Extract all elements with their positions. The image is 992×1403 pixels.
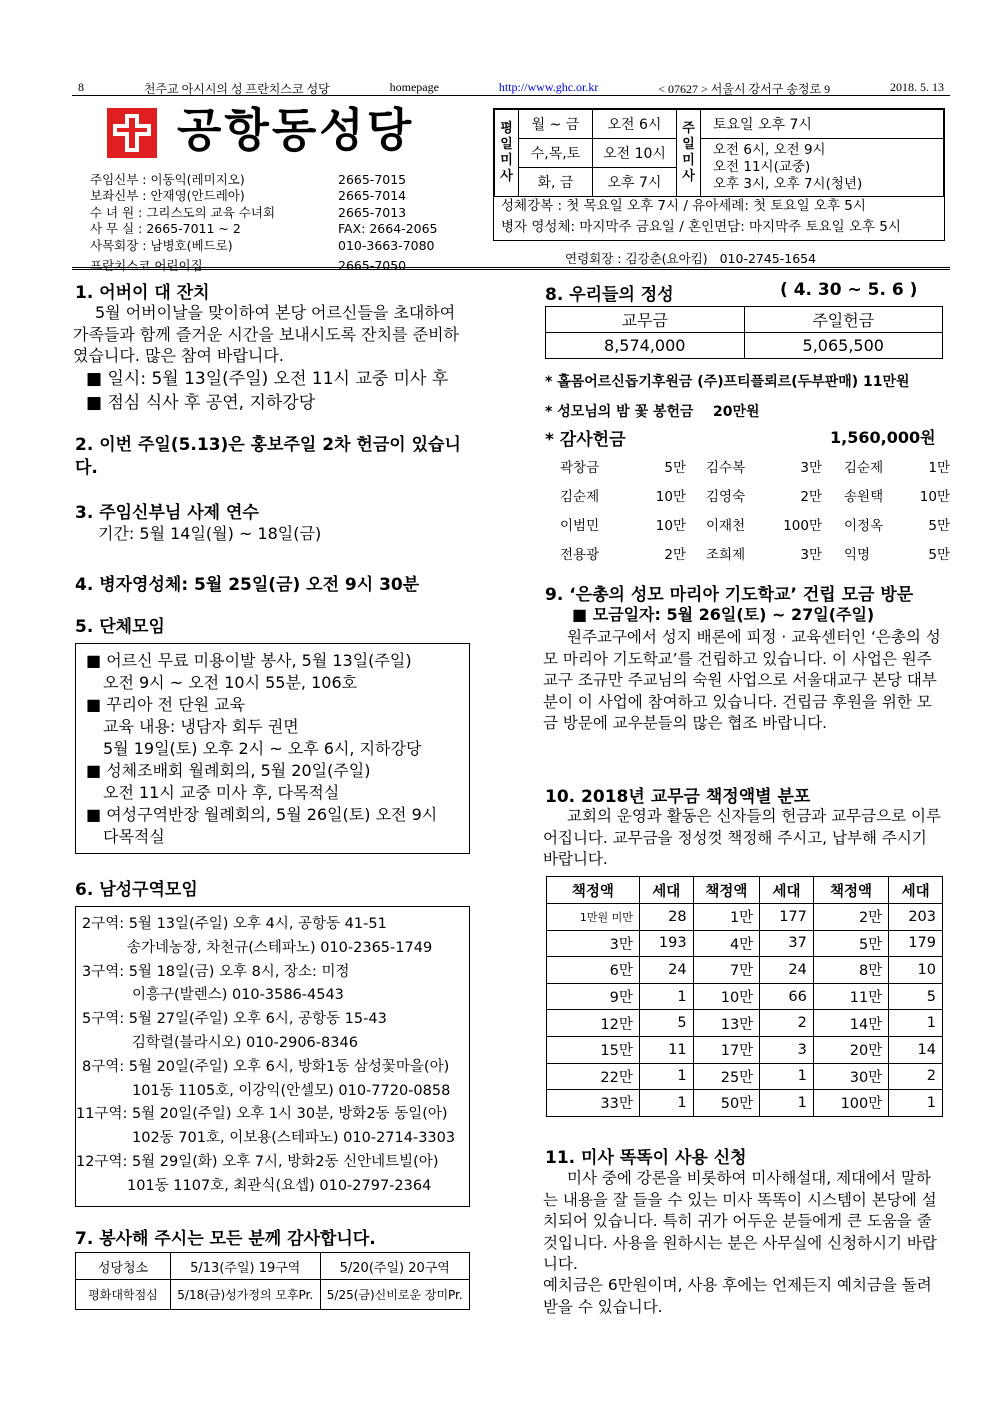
pledge-amount: 20만 xyxy=(813,1036,888,1063)
table-row xyxy=(547,983,943,1010)
pledge-amount: 14만 xyxy=(813,1010,888,1037)
household-count: 24 xyxy=(639,957,693,984)
household-count: 2 xyxy=(889,1063,943,1090)
pledge-amount: 25만 xyxy=(693,1063,760,1090)
section-7-title: 7. 봉사해 주시는 모든 분께 감사합니다. xyxy=(75,1229,376,1249)
section-11-body: 미사 중에 강론을 비롯하여 미사해설대, 제대에서 말하는 내용을 잘 들을 수 있는 미사 똑똑이 시스템이 본당에 설치되어 있습니다. 특히 귀가 어두운 분들에게 큰 도움을 줄 것입니다. 사용을 원하시는 분은 사무실에 신청하시기 바랍니다. xyxy=(543,1169,937,1273)
group-meetings-box xyxy=(75,643,470,854)
federation-contact: 연령회장 : 김강춘(요아킴) 010-2745-1654 xyxy=(565,251,817,266)
section-9-body: 원주교구에서 성지 배론에 피정 · 교육센터인 ‘은총의 성모 마리아 기도학교’를 건립하고 있습니다. 이 사업은 원주교구 조규만 주교님의 숙원 사업으로 서울대교구 본당 대부분이 이 사업에 참여하고 있습니다. 건립금 후원을 위한 모금 방문에 교우분들의 많은 협조 바랍니다. xyxy=(543,628,941,732)
table-row xyxy=(547,1090,943,1117)
parish-name: 천주교 아시시의 성 프란치스코 성당 xyxy=(143,82,330,96)
section-10-body: 교회의 운영과 활동은 신자들의 헌금과 교무금으로 이루어집니다. 교무금을 정성껏 책정해 주시고, 납부해 주시기 바랍니다. xyxy=(543,807,941,868)
schedule-day: 화, 금 xyxy=(519,168,593,197)
district-row: 11구역: 5월 20일(주일) 오후 1시 30분, 방화2동 동일(아) 102동 701호, 이보용(스테파노) 010-2714-3303 xyxy=(76,1106,456,1147)
household-count: 1 xyxy=(639,983,693,1010)
household-count: 179 xyxy=(889,930,943,957)
household-count: 1 xyxy=(639,1090,693,1117)
sunday-times: 오전 6시, 오전 9시 오전 11시(교중) 오후 3시, 오후 7시(청년) xyxy=(701,139,944,197)
homepage-label: homepage xyxy=(389,80,439,94)
section-8-range: ( 4. 30 ~ 5. 6 ) xyxy=(780,280,918,300)
household-count: 1 xyxy=(760,1090,814,1117)
gift-note-1: * 홀몸어르신돕기후원금 (주)프티플뢰르(두부판매) 11만원 xyxy=(545,374,910,390)
household-count: 177 xyxy=(760,904,814,931)
table-row: 8,574,000 5,065,500 xyxy=(546,333,943,359)
household-count: 193 xyxy=(639,930,693,957)
household-count: 2 xyxy=(760,1010,814,1037)
pledge-amount: 6만 xyxy=(547,957,640,984)
pledge-amount: 50만 xyxy=(693,1090,760,1117)
header-double-rule xyxy=(72,267,950,270)
staff-row: 프란치스코 어린이집 2665-7050 xyxy=(90,258,407,274)
table-row: 평화대학점심 5/18(금)성가정의 모후Pr. 5/25(금)신비로운 장미Pr. xyxy=(76,1280,470,1310)
table-row xyxy=(547,904,943,931)
pledge-amount: 5만 xyxy=(813,930,888,957)
pledge-amount: 33만 xyxy=(547,1090,640,1117)
thanks-offering-label: * 감사헌금 xyxy=(545,430,626,450)
pledge-amount: 100만 xyxy=(813,1090,888,1117)
household-count: 5 xyxy=(639,1010,693,1037)
table-row xyxy=(547,1036,943,1063)
schedule-time: 오전 10시 xyxy=(593,139,677,168)
section-1-title: 1. 어버이 대 잔치 xyxy=(75,283,210,303)
staff-row: 수 녀 원 : 그리스도의 교육 수녀회 2665-7013 xyxy=(90,204,407,220)
household-count: 37 xyxy=(760,930,814,957)
section-5-title: 5. 단체모임 xyxy=(75,617,165,637)
table-row xyxy=(547,1010,943,1037)
page-number: 8 xyxy=(78,80,84,94)
sacrament-notes: 성체강복 : 첫 목요일 오후 7시 / 유아세례: 첫 토요일 오후 5시 병자 영성체: 마지막주 금요일 / 혼인면담: 마지막주 토요일 오후 5시 xyxy=(501,198,901,235)
pledge-distribution-table xyxy=(546,876,943,1117)
household-count: 5 xyxy=(889,983,943,1010)
household-count: 28 xyxy=(639,904,693,931)
section-10-title: 10. 2018년 교무금 책정액별 분포 xyxy=(545,787,811,807)
pledge-amount: 2만 xyxy=(813,904,888,931)
pledge-amount: 1만 xyxy=(693,904,760,931)
staff-row: 사목회장 : 남병호(베드로) 010-3663-7080 xyxy=(90,237,435,253)
section-1-body: 5월 어버이날을 맞이하여 본당 어르신들을 초대하여 가족들과 함께 즐거운 시간을 보내시도록 잔치를 준비하였습니다. 많은 참여 바랍니다. xyxy=(73,303,460,365)
table-row: 성당청소 5/13(주일) 19구역 5/20(주일) 20구역 xyxy=(76,1253,470,1280)
offering-table xyxy=(545,306,943,359)
pledge-amount: 9만 xyxy=(547,983,640,1010)
pledge-amount: 12만 xyxy=(547,1010,640,1037)
staff-row: 주임신부 : 이동익(레미지오) 2665-7015 xyxy=(90,172,407,187)
meeting-item: ■ 성체조배회 월례회의, 5월 20일(주일) 오전 11시 교중 미사 후, 다목적실 xyxy=(86,761,371,802)
household-count: 203 xyxy=(889,904,943,931)
pledge-amount: 17만 xyxy=(693,1036,760,1063)
schedule-day: 수,목,토 xyxy=(519,139,593,168)
section-11-title: 11. 미사 똑똑이 사용 신청 xyxy=(545,1148,747,1168)
header-rule xyxy=(72,95,950,96)
sunday-time: 토요일 오후 7시 xyxy=(701,110,944,139)
section-2-title: 2. 이번 주일(5.13)은 홍보주일 2차 헌금이 있습니다. xyxy=(75,435,461,478)
pledge-amount: 13만 xyxy=(693,1010,760,1037)
section-1-bullet: ■ 일시: 5월 13일(주일) 오전 11시 교중 미사 후 xyxy=(86,369,449,389)
district-row: 3구역: 5월 18일(금) 오후 8시, 장소: 미정 이흥구(발렌스) 010-3586-4543 xyxy=(82,963,350,1004)
pledge-amount: 11만 xyxy=(813,983,888,1010)
district-row: 8구역: 5월 20일(주일) 오후 6시, 방화1동 삼성꽃마을(아) 101동 1105호, 이강익(안셀모) 010-7720-0858 xyxy=(82,1058,451,1099)
household-count: 14 xyxy=(889,1036,943,1063)
table-row xyxy=(547,957,943,984)
section-3-title: 3. 주임신부님 사제 연수 xyxy=(75,503,259,523)
sunday-mass-label: 주일미사 xyxy=(677,110,701,197)
table-header-row: 책정액 세대 책정액 세대 책정액 세대 xyxy=(547,877,943,904)
staff-row: 보좌신부 : 안재영(안드레아) 2665-7014 xyxy=(90,188,407,204)
district-meetings-box xyxy=(75,906,470,1207)
section-4-title: 4. 병자영성체: 5월 25일(금) 오전 9시 30분 xyxy=(75,575,420,595)
section-9-title: 9. ‘은총의 성모 마리아 기도학교’ 건립 모금 방문 xyxy=(545,585,914,605)
district-row: 2구역: 5월 13일(주일) 오후 4시, 공항동 41-51 송가네농장, 차천규(스테파노) 010-2365-1749 xyxy=(82,916,433,956)
pledge-amount: 10만 xyxy=(693,983,760,1010)
staff-list xyxy=(90,172,437,274)
gift-note-2: * 성모님의 밤 꽃 봉헌금 20만원 xyxy=(545,404,760,420)
thanks-offering-total: 1,560,000원 xyxy=(830,428,936,447)
meeting-item: ■ 꾸리아 전 단원 교육 교육 내용: 냉담자 회두 권면 5월 19일(토) 오후 2시 ~ 오후 6시, 지하강당 xyxy=(86,695,422,758)
section-6-title: 6. 남성구역모임 xyxy=(75,880,198,900)
page-title: 공항동성당 xyxy=(177,103,415,157)
household-count: 24 xyxy=(760,957,814,984)
section-1-bullet: ■ 점심 식사 후 공연, 지하강당 xyxy=(86,393,316,413)
schedule-day: 월 ~ 금 xyxy=(519,110,593,139)
table-row xyxy=(547,1063,943,1090)
church-logo-icon xyxy=(107,108,157,158)
section-8-title: 8. 우리들의 정성 xyxy=(545,285,674,305)
address: < 07627 > 서울시 강서구 송정로 9 xyxy=(658,82,831,96)
schedule-time: 오후 7시 xyxy=(593,168,677,197)
household-count: 1 xyxy=(889,1090,943,1117)
pledge-amount: 30만 xyxy=(813,1063,888,1090)
donor-list: 곽창금 5만 김수복 3만 김순제 1만 김순제 10만 김영숙 2만 송원택 10만 이범민 10만 이재천 100만 이정옥 5만 전용광 2만 조희제 3만 익명 5만 xyxy=(560,460,950,563)
household-count: 1 xyxy=(760,1063,814,1090)
meeting-item: ■ 여성구역반장 월례회의, 5월 26일(토) 오전 9시 다목적실 xyxy=(86,805,438,846)
household-count: 10 xyxy=(889,957,943,984)
pledge-amount: 22만 xyxy=(547,1063,640,1090)
district-row: 12구역: 5월 29일(화) 오후 7시, 방화2동 신안네트빌(아) 101동 1107호, 최관식(요셉) 010-2797-2364 xyxy=(76,1153,439,1194)
section-9-date: ■ 모금일자: 5월 26일(토) ~ 27일(주일) xyxy=(572,605,875,624)
table-row xyxy=(547,930,943,957)
household-count: 1 xyxy=(639,1063,693,1090)
section-11-deposit: 예치금은 6만원이며, 사용 후에는 언제든지 예치금을 돌려받을 수 있습니다. xyxy=(543,1276,932,1316)
volunteer-table xyxy=(75,1252,470,1310)
schedule-time: 오전 6시 xyxy=(593,110,677,139)
household-count: 11 xyxy=(639,1036,693,1063)
pledge-amount: 3만 xyxy=(547,930,640,957)
district-row: 5구역: 5월 27일(주일) 오후 6시, 공항동 15-43 김학렬(블라시오) 010-2906-8346 xyxy=(82,1011,387,1051)
pledge-amount: 8만 xyxy=(813,957,888,984)
household-count: 3 xyxy=(760,1036,814,1063)
household-count: 1 xyxy=(889,1010,943,1037)
table-row: 교무금 주일헌금 xyxy=(546,307,943,333)
weekday-mass-label: 평일미사 xyxy=(495,110,519,197)
pledge-amount: 7만 xyxy=(693,957,760,984)
household-count: 66 xyxy=(760,983,814,1010)
pledge-amount: 15만 xyxy=(547,1036,640,1063)
issue-date: 2018. 5. 13 xyxy=(890,80,944,94)
staff-row: 사 무 실 : 2665-7011 ~ 2 FAX: 2664-2065 xyxy=(90,221,438,237)
meeting-item: ■ 어르신 무료 미용이발 봉사, 5월 13일(주일) 오전 9시 ~ 오전 10시 55분, 106호 xyxy=(86,651,412,692)
pledge-amount: 1만원 미만 xyxy=(547,904,640,931)
homepage-link[interactable]: http://www.ghc.or.kr xyxy=(498,80,599,94)
pledge-amount: 4만 xyxy=(693,930,760,957)
section-3-body: 기간: 5월 14일(월) ~ 18일(금) xyxy=(98,524,322,543)
